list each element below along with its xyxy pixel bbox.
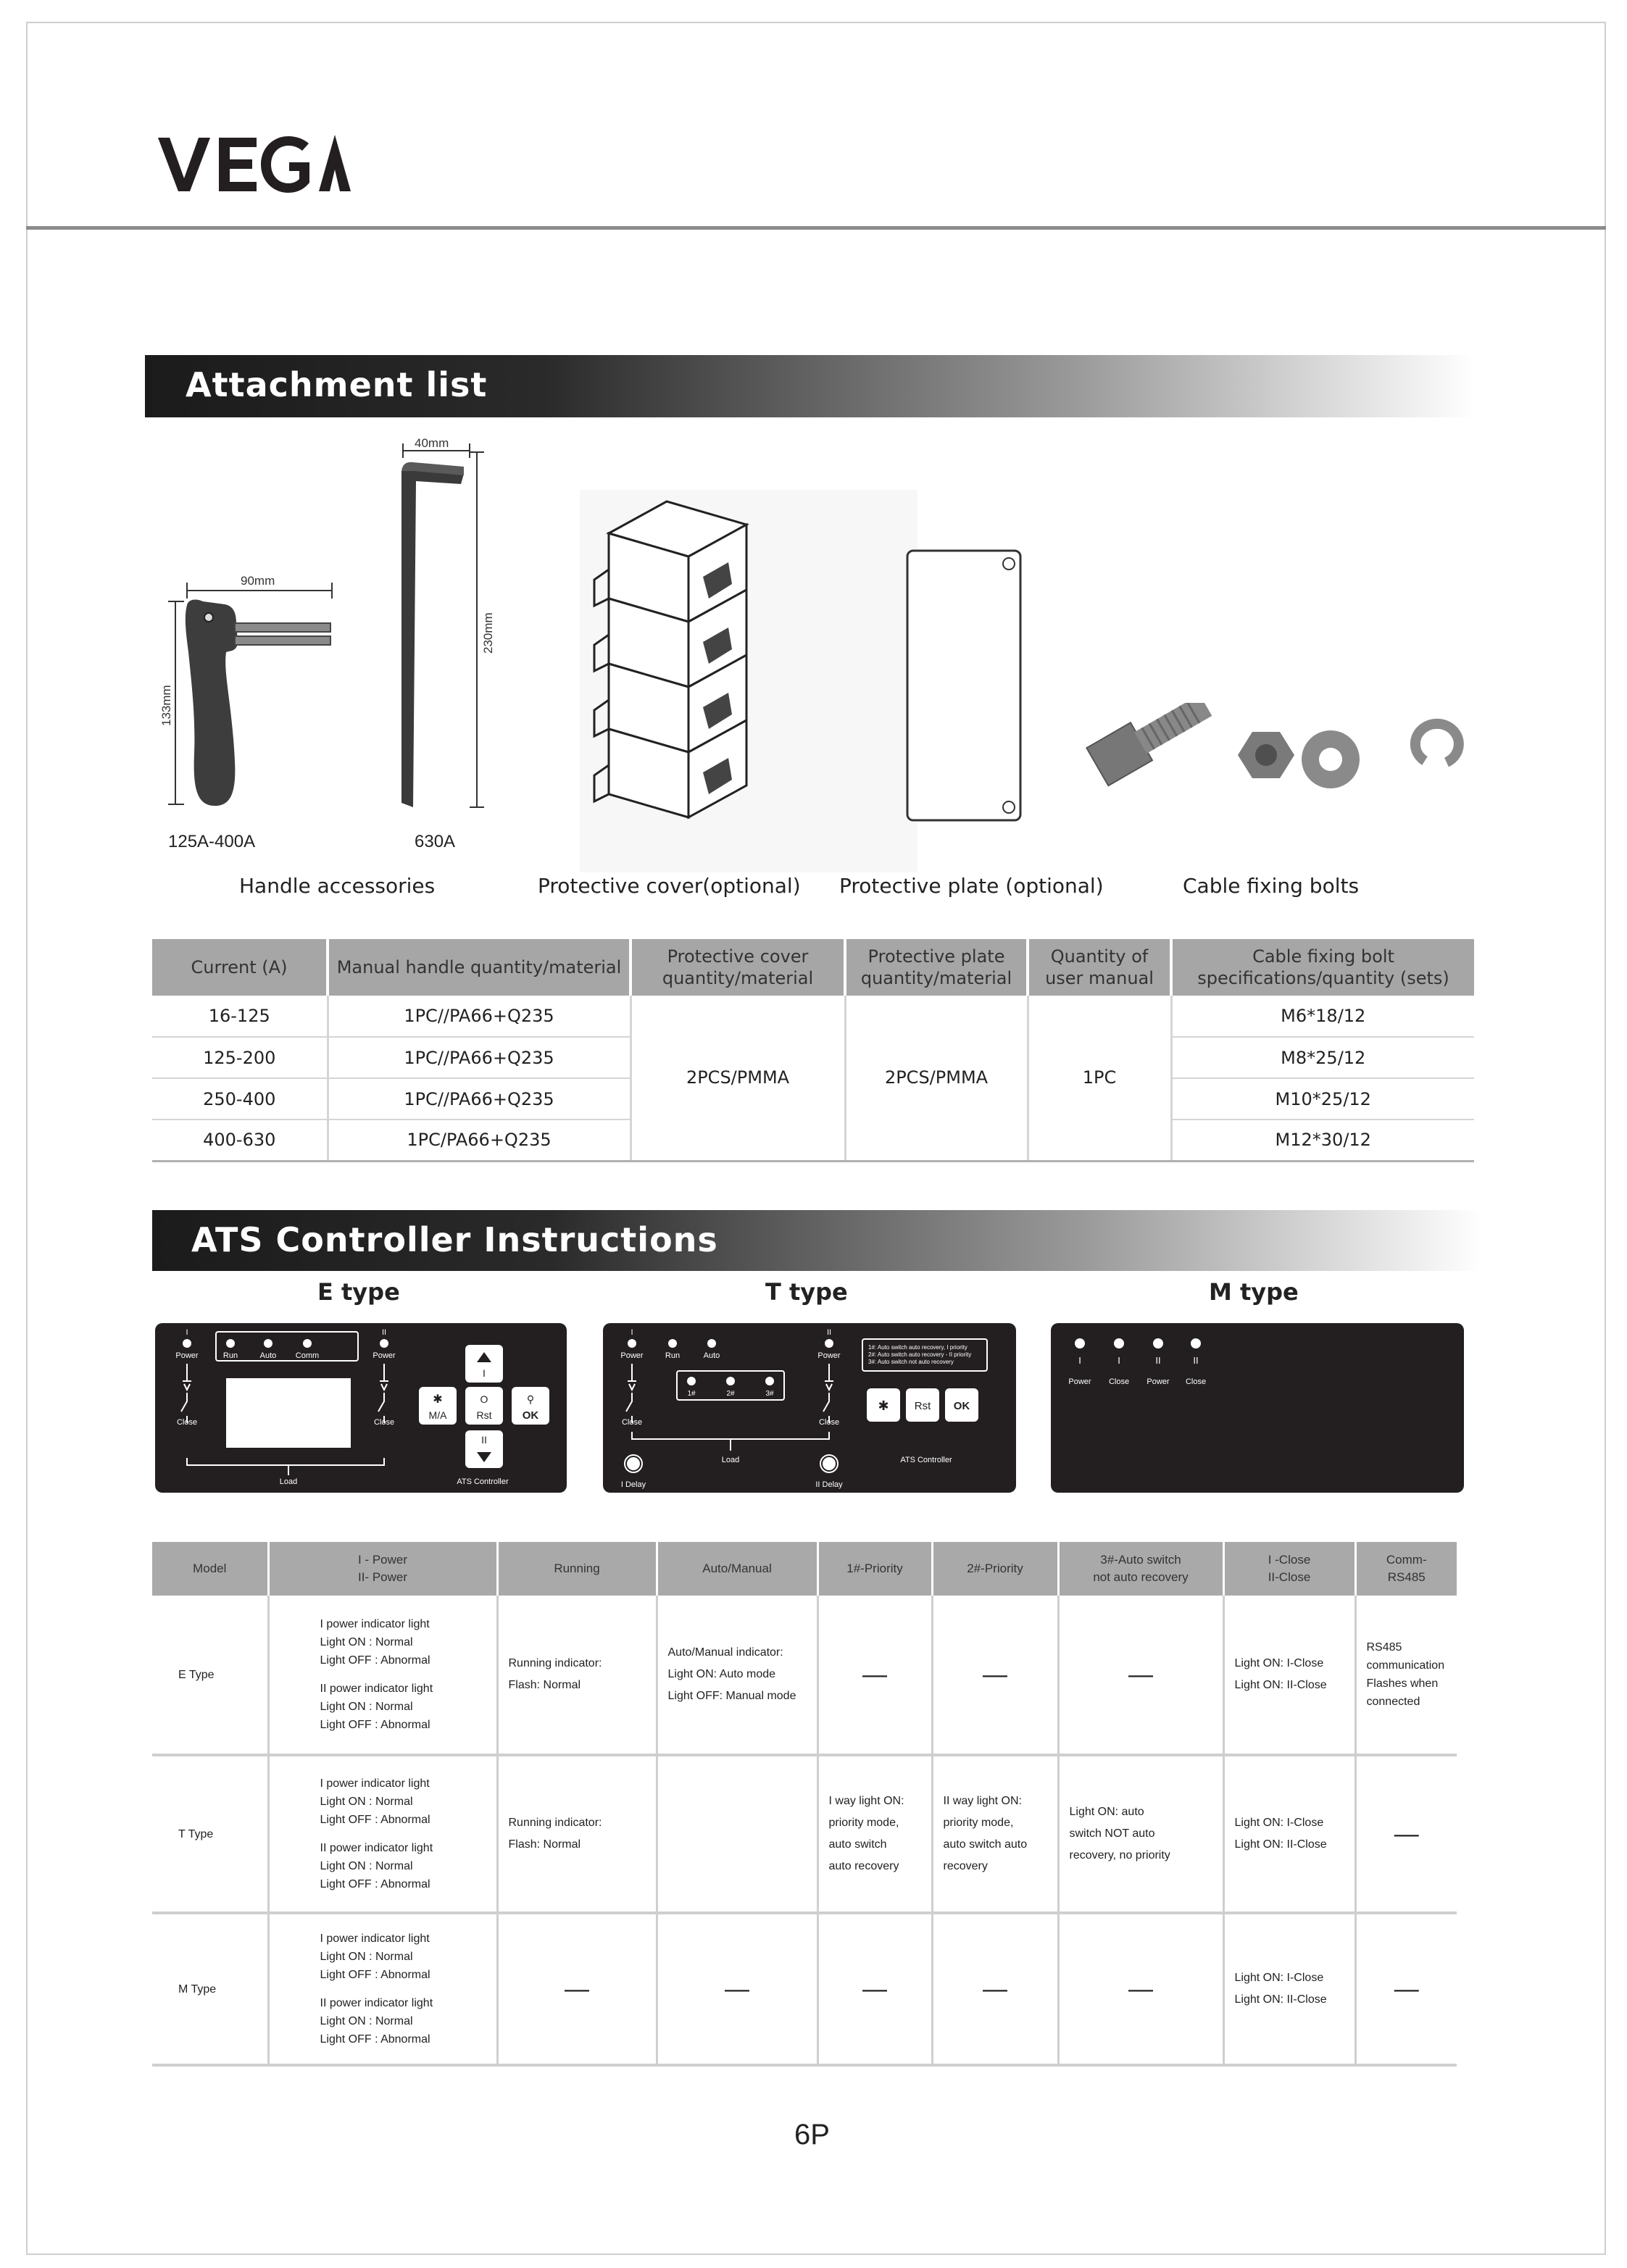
ats-banner [152,1210,1483,1271]
attachment-table-header [152,939,1474,996]
cell-bolt: M10*25/12 [1171,1078,1474,1120]
t-button-settings [867,1388,900,1422]
indicator-table-header [152,1542,1457,1596]
cell-auto-manual: — [657,1913,817,2065]
svg-text:Close: Close [818,1418,840,1427]
caption-plate: Protective plate (optional) [839,874,1104,898]
svg-text:II: II [1155,1355,1161,1366]
cell-handle: 1PC/PA66+Q235 [328,1120,631,1161]
cell-current: 400-630 [152,1120,328,1161]
header-rule [26,226,1606,230]
header-p3: 3#-Auto switch not auto recovery [1058,1542,1223,1596]
header-handle: Manual handle quantity/material [328,939,631,996]
handle-large-width: 40mm [415,436,449,450]
e-comm: Comm [295,1351,320,1360]
svg-text:2#: Auto switch auto recovery: 2#: Auto switch auto recovery - II priority [868,1351,972,1358]
handle-small-width: 90mm [241,574,275,588]
table-row [152,996,1474,1037]
svg-text:II Delay: II Delay [815,1480,843,1489]
cell-p1: — [817,1913,932,2065]
t-type-title: T type [765,1278,848,1306]
cell-running: Running indicator: Flash: Normal [497,1596,657,1755]
svg-text:II: II [481,1434,487,1446]
e-button-up [465,1345,503,1383]
e-close-2: Close [373,1418,395,1427]
svg-text:II: II [826,1328,832,1337]
page-number: 6P [794,2119,830,2151]
e-label-i: I [186,1328,188,1337]
svg-text:I: I [1118,1355,1120,1366]
svg-text:2#: 2# [726,1390,735,1398]
m-type-title: M type [1209,1278,1299,1306]
svg-text:Power: Power [620,1351,644,1360]
cell-current: 16-125 [152,996,328,1037]
cell-auto-manual [657,1755,817,1913]
cell-cover: 2PCS/PMMA [631,996,845,1161]
header-current: Current (A) [152,939,328,996]
header-model: Model [152,1542,268,1596]
cell-handle: 1PC//PA66+Q235 [328,996,631,1037]
header-power: I - Power II- Power [268,1542,497,1596]
header-bolt: Cable fixing bolt specifications/quantity (sets) [1171,939,1474,996]
header-comm: Comm- RS485 [1355,1542,1457,1596]
svg-text:II: II [1193,1355,1199,1366]
svg-text:I Delay: I Delay [620,1480,646,1489]
handle-small-range: 125A-400A [168,832,256,851]
handle-large-height: 230mm [481,612,495,654]
cell-running: — [497,1913,657,2065]
header-close: I -Close II-Close [1223,1542,1355,1596]
e-run: Run [222,1351,238,1360]
cell-p2: — [932,1596,1058,1755]
header-manual: Quantity of user manual [1028,939,1171,996]
svg-text:⚲: ⚲ [526,1393,535,1405]
vega-logo [155,125,351,197]
header-p2: 2#-Priority [932,1542,1058,1596]
indicator-table [152,1542,1457,2067]
svg-text:Load: Load [721,1456,740,1464]
e-power-2: Power [373,1351,396,1360]
cell-p3: — [1058,1596,1223,1755]
svg-text:Power: Power [817,1351,841,1360]
handle-small-drawing [159,572,341,812]
e-button-ma [419,1387,457,1425]
cell-comm: RS485 communication Flashes when connected [1355,1596,1457,1755]
attachment-table [152,939,1474,1162]
cell-comm: — [1355,1913,1457,2065]
header-p1: 1#-Priority [817,1542,932,1596]
cell-close: Light ON: I-Close Light ON: II-Close [1223,1596,1355,1755]
cell-power: I power indicator light Light ON : Normal Light OFF : Abnormal II power indicator light Light ON : Normal Light OFF : Abnormal [268,1913,497,2065]
e-type-panel [155,1323,567,1493]
svg-text:1#: Auto switch auto recovery,: 1#: Auto switch auto recovery, I priority [868,1344,968,1351]
cell-bolt: M12*30/12 [1171,1120,1474,1161]
svg-text:Power: Power [1068,1377,1091,1386]
cell-close: Light ON: I-Close Light ON: II-Close [1223,1755,1355,1913]
m-panel-graphic [1051,1323,1464,1493]
t-button-rst [906,1388,939,1422]
e-button-rst [465,1387,503,1425]
svg-text:Close: Close [1185,1377,1207,1386]
svg-text:I: I [1078,1355,1081,1366]
cell-close: Light ON: I-Close Light ON: II-Close [1223,1913,1355,2065]
cell-model: T Type [152,1755,268,1913]
svg-text:Close: Close [1108,1377,1130,1386]
handle-large-range: 630A [415,832,456,851]
header-running: Running [497,1542,657,1596]
cell-p1: I way light ON: priority mode, auto switch auto recovery [817,1755,932,1913]
header-cover: Protective cover quantity/material [631,939,845,996]
cell-power: I power indicator light Light ON : Normal Light OFF : Abnormal II power indicator light Light ON : Normal Light OFF : Abnormal [268,1596,497,1755]
svg-text:O: O [480,1393,488,1405]
svg-text:I: I [483,1367,486,1379]
cell-p3: — [1058,1913,1223,2065]
t-panel-graphic [603,1323,1016,1493]
cell-p3: Light ON: auto switch NOT auto recovery, no priority [1058,1755,1223,1913]
cell-comm: — [1355,1755,1457,1913]
table-row [152,1755,1457,1913]
svg-text:Close: Close [621,1418,643,1427]
t-button-ok [945,1388,978,1422]
attachment-heading: Attachment list [186,365,488,404]
cell-p2: II way light ON: priority mode, auto switch auto recovery [932,1755,1058,1913]
cell-current: 125-200 [152,1037,328,1078]
cell-model: M Type [152,1913,268,2065]
svg-text:✱: ✱ [433,1393,443,1406]
caption-bolts: Cable fixing bolts [1183,874,1360,898]
svg-text:Power: Power [1147,1377,1170,1386]
e-button-down [465,1430,503,1468]
cell-p1: — [817,1596,932,1755]
e-controller: ATS Controller [457,1477,509,1486]
svg-text:3#: 3# [765,1390,774,1398]
cell-handle: 1PC//PA66+Q235 [328,1078,631,1120]
table-row [152,1596,1457,1755]
t-type-panel [603,1323,1016,1493]
svg-text:I: I [631,1328,633,1337]
svg-text:Run: Run [665,1351,681,1360]
protective-plate-drawing [904,548,1023,823]
cable-bolts-drawing [1080,703,1464,812]
cell-plate: 2PCS/PMMA [845,996,1028,1161]
table-row [152,1913,1457,2065]
e-auto: Auto [259,1351,277,1360]
svg-text:✱: ✱ [878,1398,889,1413]
attachment-banner [145,355,1476,417]
svg-text:3#: Auto switch not auto recov: 3#: Auto switch not auto recovery [868,1359,954,1365]
svg-text:Auto: Auto [703,1351,720,1360]
svg-text:M/A: M/A [428,1409,447,1421]
header-plate: Protective plate quantity/material [845,939,1028,996]
ats-heading: ATS Controller Instructions [191,1220,718,1259]
e-panel-graphic [155,1323,567,1493]
cell-handle: 1PC//PA66+Q235 [328,1037,631,1078]
svg-text:Rst: Rst [914,1400,931,1412]
cell-manual: 1PC [1028,996,1171,1161]
svg-text:OK: OK [953,1400,970,1412]
svg-text:Rst: Rst [476,1409,492,1421]
svg-text:1#: 1# [687,1390,696,1398]
svg-text:OK: OK [522,1409,539,1422]
cell-running: Running indicator: Flash: Normal [497,1755,657,1913]
svg-text:ATS Controller: ATS Controller [900,1456,952,1464]
handle-small-height: 133mm [159,685,173,726]
cell-power: I power indicator light Light ON : Normal Light OFF : Abnormal II power indicator light Light ON : Normal Light OFF : Abnormal [268,1755,497,1913]
e-button-ok [512,1387,549,1425]
e-label-ii: II [381,1328,387,1337]
caption-cover: Protective cover(optional) [538,874,801,898]
cell-auto-manual: Auto/Manual indicator: Light ON: Auto mode Light OFF: Manual mode [657,1596,817,1755]
cell-p2: — [932,1913,1058,2065]
cell-model: E Type [152,1596,268,1755]
e-power-1: Power [175,1351,199,1360]
caption-handle: Handle accessories [239,874,436,898]
e-type-title: E type [317,1278,400,1306]
cell-bolt: M6*18/12 [1171,996,1474,1037]
m-type-panel [1051,1323,1464,1493]
cell-current: 250-400 [152,1078,328,1120]
header-auto-manual: Auto/Manual [657,1542,817,1596]
e-load: Load [279,1477,298,1486]
e-close-1: Close [176,1418,198,1427]
cell-bolt: M8*25/12 [1171,1037,1474,1078]
protective-cover-drawing [580,490,917,872]
